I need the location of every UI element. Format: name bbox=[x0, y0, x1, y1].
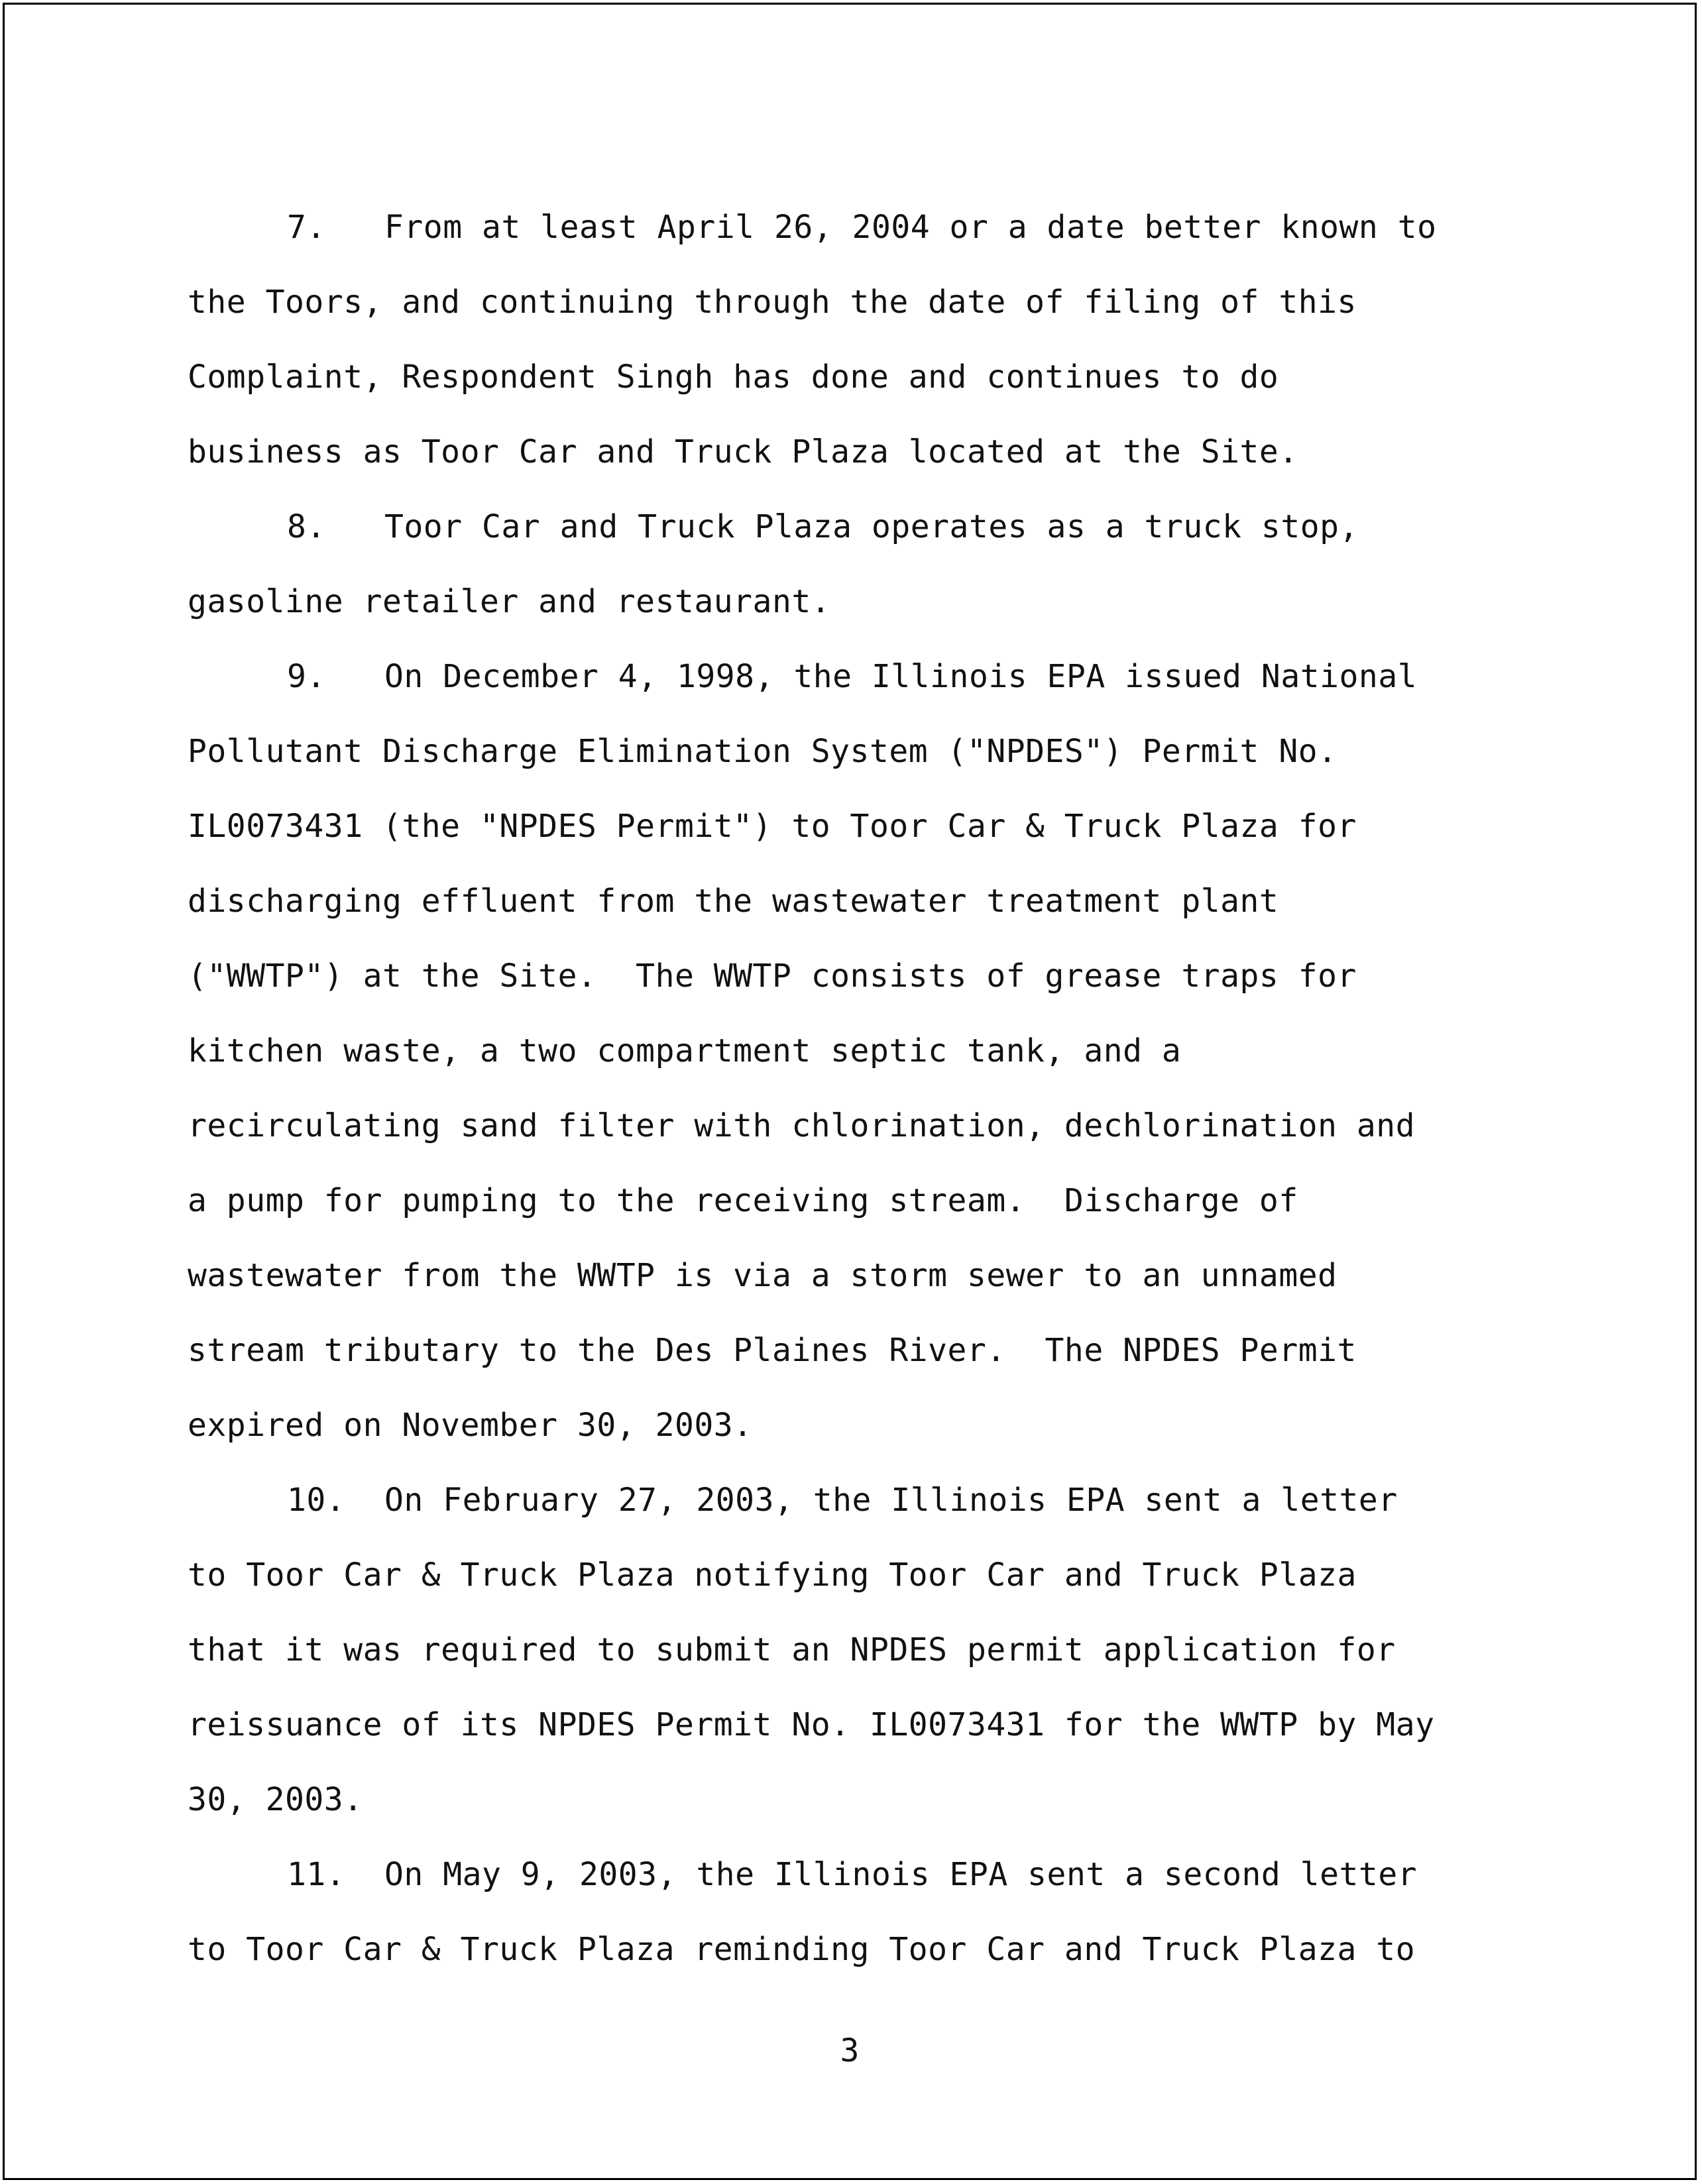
text-line: to Toor Car & Truck Plaza reminding Toor Car and Truck Plaza to bbox=[188, 1931, 1416, 1968]
text-line: 8. Toor Car and Truck Plaza operates as a truck stop, bbox=[287, 508, 1359, 545]
text-line: ("WWTP") at the Site. The WWTP consists of grease traps for bbox=[188, 957, 1357, 995]
page-number: 3 bbox=[840, 2032, 860, 2069]
text-line: Complaint, Respondent Singh has done and continues to do bbox=[188, 358, 1279, 396]
paragraph-11 bbox=[188, 1837, 1513, 1987]
text-line: recirculating sand filter with chlorination, dechlorination and bbox=[188, 1107, 1416, 1144]
text-line: discharging effluent from the wastewater treatment plant bbox=[188, 883, 1279, 920]
text-line: to Toor Car & Truck Plaza notifying Toor Car and Truck Plaza bbox=[188, 1556, 1357, 1594]
text-line: wastewater from the WWTP is via a storm sewer to an unnamed bbox=[188, 1257, 1337, 1294]
text-line: IL0073431 (the "NPDES Permit") to Toor Car & Truck Plaza for bbox=[188, 808, 1357, 845]
text-line: kitchen waste, a two compartment septic tank, and a bbox=[188, 1032, 1182, 1069]
text-line: Pollutant Discharge Elimination System ("NPDES") Permit No. bbox=[188, 733, 1337, 770]
paragraph-10 bbox=[188, 1463, 1513, 1837]
text-line: reissuance of its NPDES Permit No. IL0073431 for the WWTP by May bbox=[188, 1706, 1435, 1743]
text-line: 11. On May 9, 2003, the Illinois EPA sent a second letter bbox=[287, 1856, 1418, 1893]
text-line: business as Toor Car and Truck Plaza located at the Site. bbox=[188, 433, 1298, 470]
text-line: a pump for pumping to the receiving stream. Discharge of bbox=[188, 1182, 1298, 1219]
text-line: expired on November 30, 2003. bbox=[188, 1407, 753, 1444]
paragraph-8 bbox=[188, 490, 1513, 639]
paragraph-7 bbox=[188, 190, 1513, 490]
text-line: gasoline retailer and restaurant. bbox=[188, 583, 831, 620]
text-line: 7. From at least April 26, 2004 or a date better known to bbox=[287, 209, 1437, 246]
text-line: that it was required to submit an NPDES permit application for bbox=[188, 1631, 1396, 1668]
text-line: stream tributary to the Des Plaines River. The NPDES Permit bbox=[188, 1332, 1357, 1369]
document-page bbox=[3, 3, 1697, 2180]
text-line: 10. On February 27, 2003, the Illinois EPA sent a letter bbox=[287, 1482, 1398, 1519]
paragraph-9 bbox=[188, 639, 1513, 1463]
text-line: 9. On December 4, 1998, the Illinois EPA issued National bbox=[287, 658, 1418, 695]
document-body bbox=[188, 190, 1513, 1987]
text-line: the Toors, and continuing through the date of filing of this bbox=[188, 284, 1357, 321]
text-line: 30, 2003. bbox=[188, 1781, 363, 1818]
